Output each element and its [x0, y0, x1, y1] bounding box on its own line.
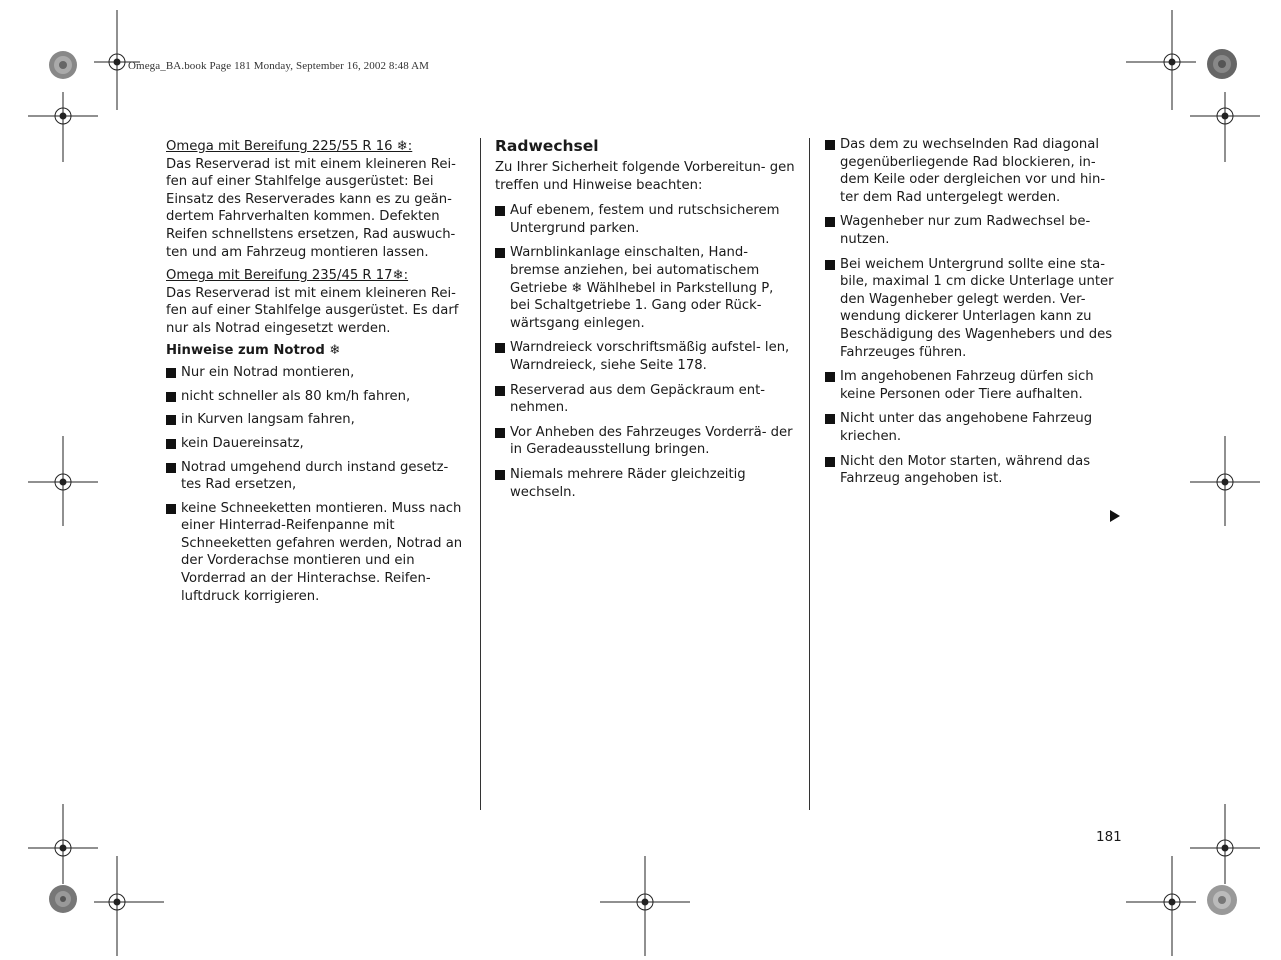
print-info-header: Omega_BA.book Page 181 Monday, September 16, 2002 8:48 AM — [128, 60, 430, 72]
crosshair-top-right — [1126, 10, 1196, 110]
crosshair-right-bottom — [1190, 804, 1260, 884]
column-3 — [825, 136, 1125, 495]
list-item: Nicht den Motor starten, während das Fahrzeug angehoben ist. — [825, 453, 1125, 488]
list-item: in Kurven langsam fahren, — [166, 411, 466, 429]
crosshair-left-middle — [28, 436, 98, 526]
list-item: Warndreieck vorschriftsmäßig aufstel- len, Warndreieck, siehe Seite 178. — [495, 339, 795, 374]
list-item: Wagenheber nur zum Radwechsel be- nutzen. — [825, 213, 1125, 248]
column-2 — [495, 136, 795, 508]
crosshair-right-middle — [1190, 436, 1260, 526]
crop-mark-bottom-right-circle — [1206, 884, 1238, 916]
crop-mark-bottom-left-circle — [48, 884, 78, 914]
crop-mark-top-right-circle — [1206, 48, 1238, 80]
list-item: Vor Anheben des Fahrzeuges Vorderrä- der in Geradeausstellung bringen. — [495, 424, 795, 459]
crosshair-bottom-right — [1126, 856, 1196, 956]
triangle-right-icon — [1110, 510, 1120, 522]
tyre-225-heading: Omega mit Bereifung 225/55 R 16 ❄: — [166, 139, 413, 154]
crosshair-left-bottom — [28, 804, 98, 884]
list-item: Notrad umgehend durch instand gesetz- tes Rad ersetzen, — [166, 459, 466, 494]
list-item: Auf ebenem, festem und rutschsicherem Untergrund parken. — [495, 202, 795, 237]
column-divider-1 — [480, 138, 481, 810]
tyre-235-text: Das Reserverad ist mit einem kleineren Rei- fen auf einer Stahlfelge ausgerüstet. Es darf nur als Notrad eingesetzt werden. — [166, 285, 459, 336]
section-intro: Zu Ihrer Sicherheit folgende Vorbereitun- gen treffen und Hinweise beachten: — [495, 160, 795, 193]
column-divider-2 — [809, 138, 810, 810]
list-item: Nur ein Notrad montieren, — [166, 364, 466, 382]
list-item: kein Dauereinsatz, — [166, 435, 466, 453]
list-item: Warnblinkanlage einschalten, Hand- bremse anziehen, bei automatischem Getriebe ❄ Wählhebel in Parkstellung P, bei Schaltgetriebe 1. Gang oder Rück- wärtsgang einlegen. — [495, 244, 795, 332]
section-title: Radwechsel — [495, 137, 599, 155]
crosshair-bottom-center — [600, 856, 690, 956]
crosshair-right-top — [1190, 92, 1260, 162]
list-item: Niemals mehrere Räder gleichzeitig wechseln. — [495, 466, 795, 501]
list-item: Nicht unter das angehobene Fahrzeug kriechen. — [825, 410, 1125, 445]
list-item: keine Schneeketten montieren. Muss nach einer Hinterrad-Reifenpanne mit Schneeketten gefahren werden, Notrad an der Vorderachse montieren und ein Vorderrad an der Hinterachse. Reifen- luftdruck korrigieren. — [166, 500, 466, 606]
list-item: Bei weichem Untergrund sollte eine sta- bile, maximal 1 cm dicke Unterlage unter den Wagenheber gelegt werden. Ver- wendung dickerer Unterlagen kann zu Beschädigung des Wagenhebers und des Fahrzeuges führen. — [825, 256, 1125, 362]
page-number: 181 — [1096, 829, 1122, 845]
list-item: Im angehobenen Fahrzeug dürfen sich keine Personen oder Tiere aufhalten. — [825, 368, 1125, 403]
crosshair-left-top — [28, 92, 98, 162]
spare-wheel-notes-heading: Hinweise zum Notrod ❄ — [166, 342, 341, 358]
crop-mark-top-left-circle — [48, 50, 78, 80]
list-item: Reserverad aus dem Gepäckraum ent- nehmen. — [495, 382, 795, 417]
column-1 — [166, 136, 466, 611]
tyre-235-heading: Omega mit Bereifung 235/45 R 17❄: — [166, 268, 409, 284]
tyre-225-text: Das Reserverad ist mit einem kleineren Rei- fen auf einer Stahlfelge ausgerüstet: Bei Einsatz des Reserverades kann es zu geän- dertem Fahrverhalten kommen. Defekten Reifen schnellstens ersetzen, Rad auswuch- ten und am Fahrzeug montieren lassen. — [166, 156, 456, 260]
list-item: Das dem zu wechselnden Rad diagonal gegenüberliegende Rad blockieren, in- dem Keile oder dergleichen vor und hin- ter dem Rad untergelegt werden. — [825, 136, 1125, 206]
crosshair-bottom-left — [94, 856, 164, 956]
list-item: nicht schneller als 80 km/h fahren, — [166, 388, 466, 406]
